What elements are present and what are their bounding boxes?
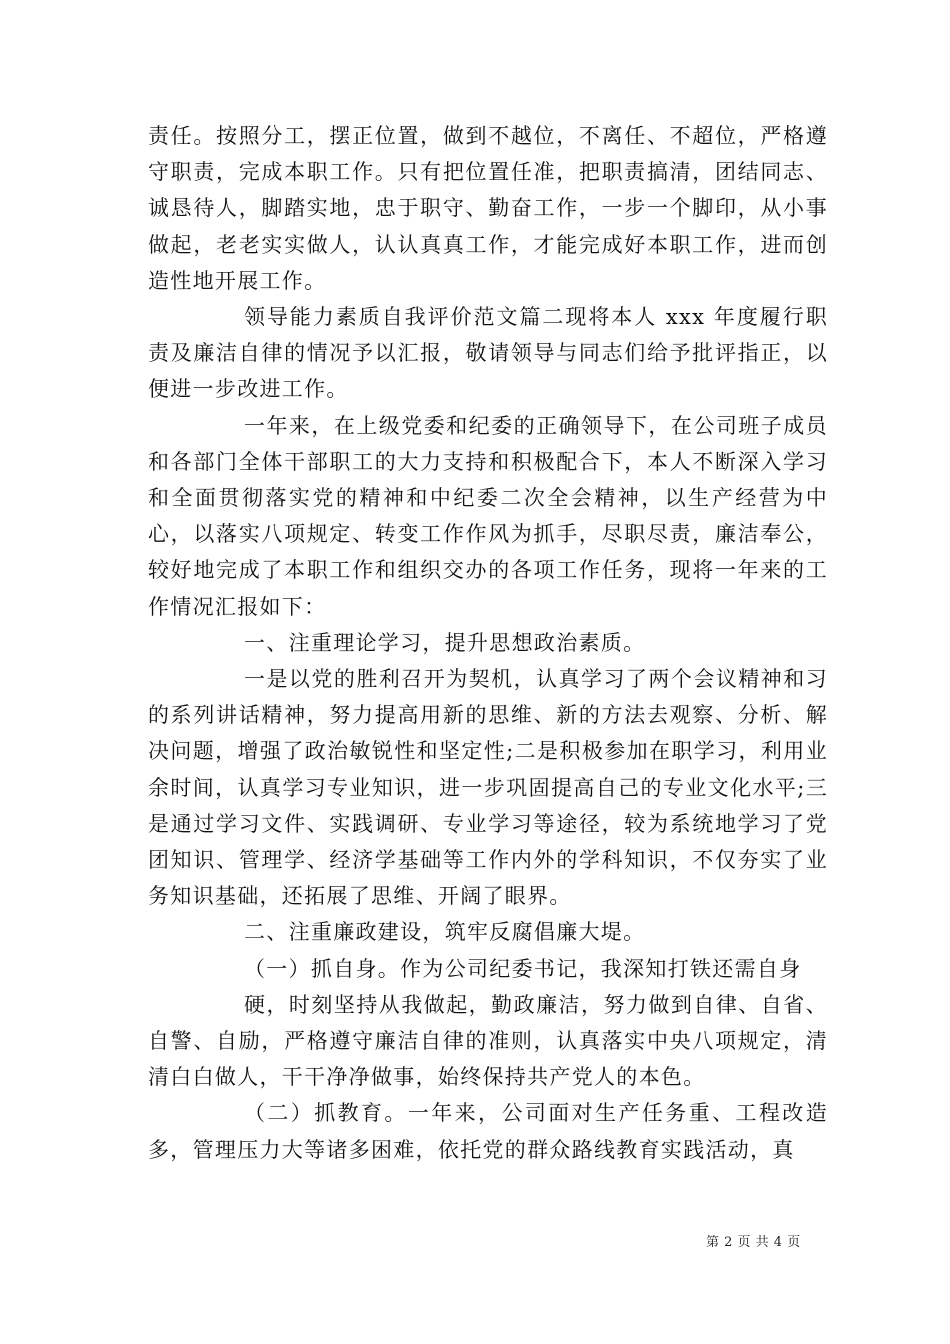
document-body <box>148 118 828 1168</box>
paragraph-theory-study: 一是以党的胜利召开为契机，认真学习了两个会议精神和习的系列讲话精神，努力提高用新的思维、新的方法去观察、分析、解决问题，增强了政治敏锐性和坚定性;二是积极参加在职学习，利用业余时间，认真学习专业知识，进一步巩固提高自己的专业文化水平;三是通过学习文件、实践调研、专业学习等途径，较为系统地学习了党团知识、管理学、经济学基础等工作内外的学科知识，不仅夯实了业务知识基础，还拓展了思维、开阔了眼界。 <box>148 667 828 909</box>
section-heading-theory-study: 一、注重理论学习，提升思想政治素质。 <box>244 630 646 655</box>
subheading-self-discipline: （一）抓自身。作为公司纪委书记，我深知打铁还需自身 <box>244 956 802 981</box>
paragraph-year-summary: 一年来，在上级党委和纪委的正确领导下，在公司班子成员和各部门全体干部职工的大力支持和积极配合下，本人不断深入学习和全面贯彻落实党的精神和中纪委二次全会精神，以生产经营为中心，以落实八项规定、转变工作作风为抓手，尽职尽责，廉洁奉公，较好地完成了本职工作和组织交办的各项工作任务，现将一年来的工作情况汇报如下： <box>148 413 828 619</box>
paragraph-education: （二）抓教育。一年来，公司面对生产任务重、工程改造多，管理压力大等诸多困难，依托党的群众路线教育实践活动，真 <box>148 1101 828 1162</box>
section-heading-integrity: 二、注重廉政建设，筑牢反腐倡廉大堤。 <box>244 920 646 945</box>
page-number-footer: 第 2 页 共 4 页 <box>706 1235 801 1250</box>
paragraph-self-discipline: 硬，时刻坚持从我做起，勤政廉洁，努力做到自律、自省、自警、自励，严格遵守廉洁自律的准则，认真落实中央八项规定，清清白白做人，干干净净做事，始终保持共产党人的本色。 <box>148 992 828 1090</box>
paragraph-responsibility: 责任。按照分工，摆正位置，做到不越位，不离任、不超位，严格遵守职责，完成本职工作。只有把位置任准，把职责搞清，团结同志、诚恳待人，脚踏实地，忠于职守、勤奋工作，一步一个脚印，从小事做起，老老实实做人，认认真真工作，才能完成好本职工作，进而创造性地开展工作。 <box>148 124 828 293</box>
paragraph-self-evaluation-intro: 领导能力素质自我评价范文篇二现将本人 xxx 年度履行职责及廉洁自律的情况予以汇报，敬请领导与同志们给予批评指正，以便进一步改进工作。 <box>148 305 828 402</box>
